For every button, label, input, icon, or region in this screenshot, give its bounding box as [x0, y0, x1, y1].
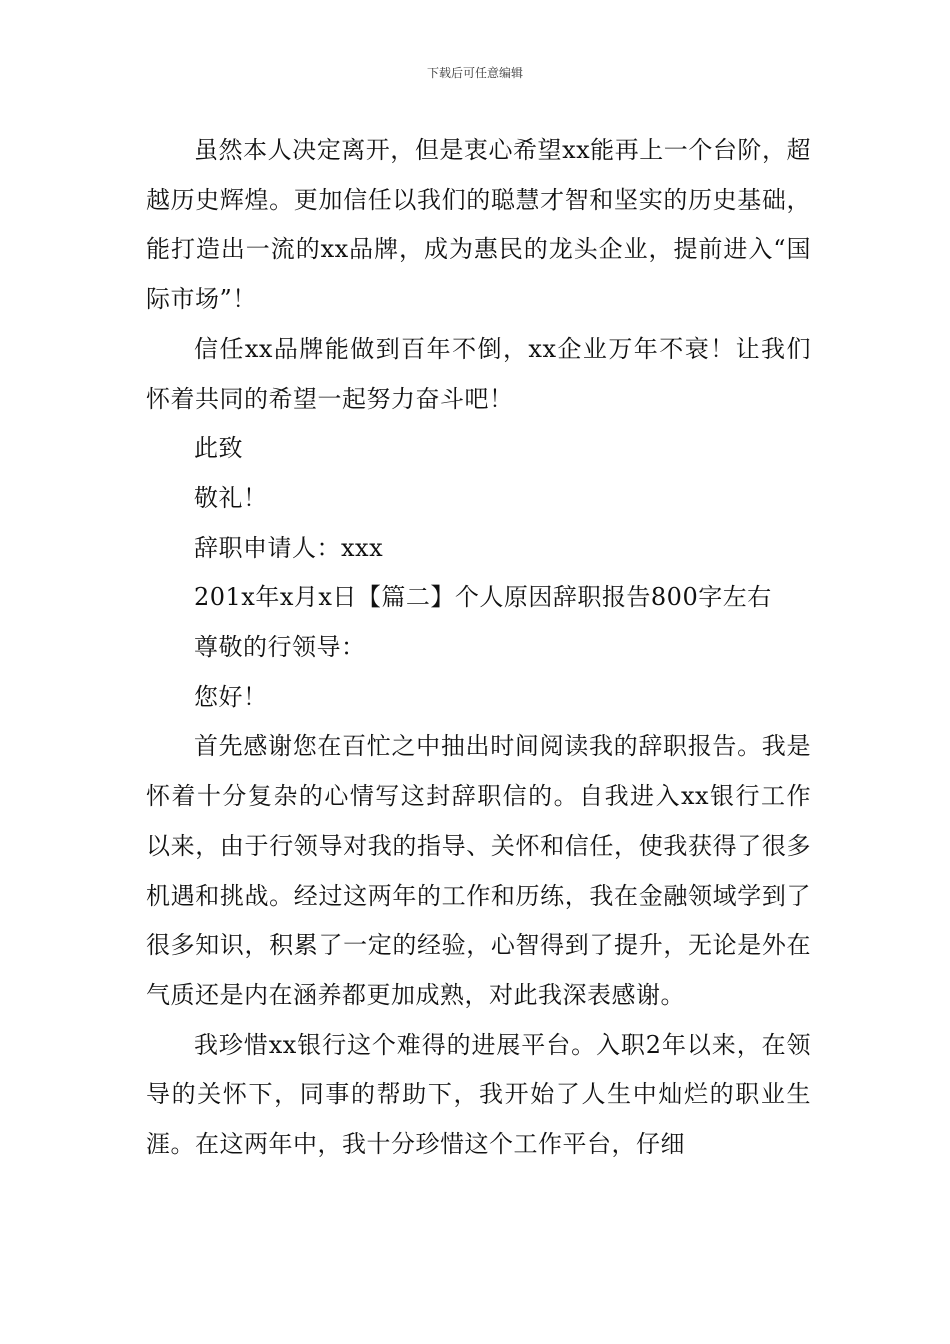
paragraph-hope: 虽然本人决定离开，但是衷心希望xx能再上一个台阶，超越历史辉煌。更加信任以我们的聪慧才智和坚实的历史基础，能打造出一流的xx品牌，成为惠民的龙头企业，提前进入“国际市场”！ [146, 136, 811, 314]
date-and-section-title: 201x年x月x日【篇二】个人原因辞职报告800字左右 [194, 583, 772, 612]
closing-regards: 敬礼！ [194, 483, 268, 512]
paragraph-thanks: 首先感谢您在百忙之中抽出时间阅读我的辞职报告。我是怀着十分复杂的心情写这封辞职信的。自我进入xx银行工作以来，由于行领导对我的指导、关怀和信任，使我获得了很多机遇和挑战。经过这两年的工作和历练，我在金融领域学到了很多知识，积累了一定的经验，心智得到了提升，无论是外在气质还是内在涵养都更加成熟，对此我深表感谢。 [146, 732, 811, 1009]
paragraph-trust: 信任xx品牌能做到百年不倒，xx企业万年不衰！让我们怀着共同的希望一起努力奋斗吧！ [146, 334, 811, 413]
recipient-greeting: 尊敬的行领导： [194, 633, 366, 662]
paragraph-cherish: 我珍惜xx银行这个难得的进展平台。入职2年以来，在领导的关怀下，同事的帮助下，我开始了人生中灿烂的职业生涯。在这两年中，我十分珍惜这个工作平台，仔细 [146, 1030, 811, 1159]
applicant-signature: 辞职申请人：xxx [194, 533, 384, 562]
document-body [146, 126, 811, 1170]
hello-line: 您好！ [194, 682, 268, 711]
page-header: 下载后可任意编辑 [426, 66, 523, 80]
closing-salutation: 此致 [194, 434, 243, 463]
